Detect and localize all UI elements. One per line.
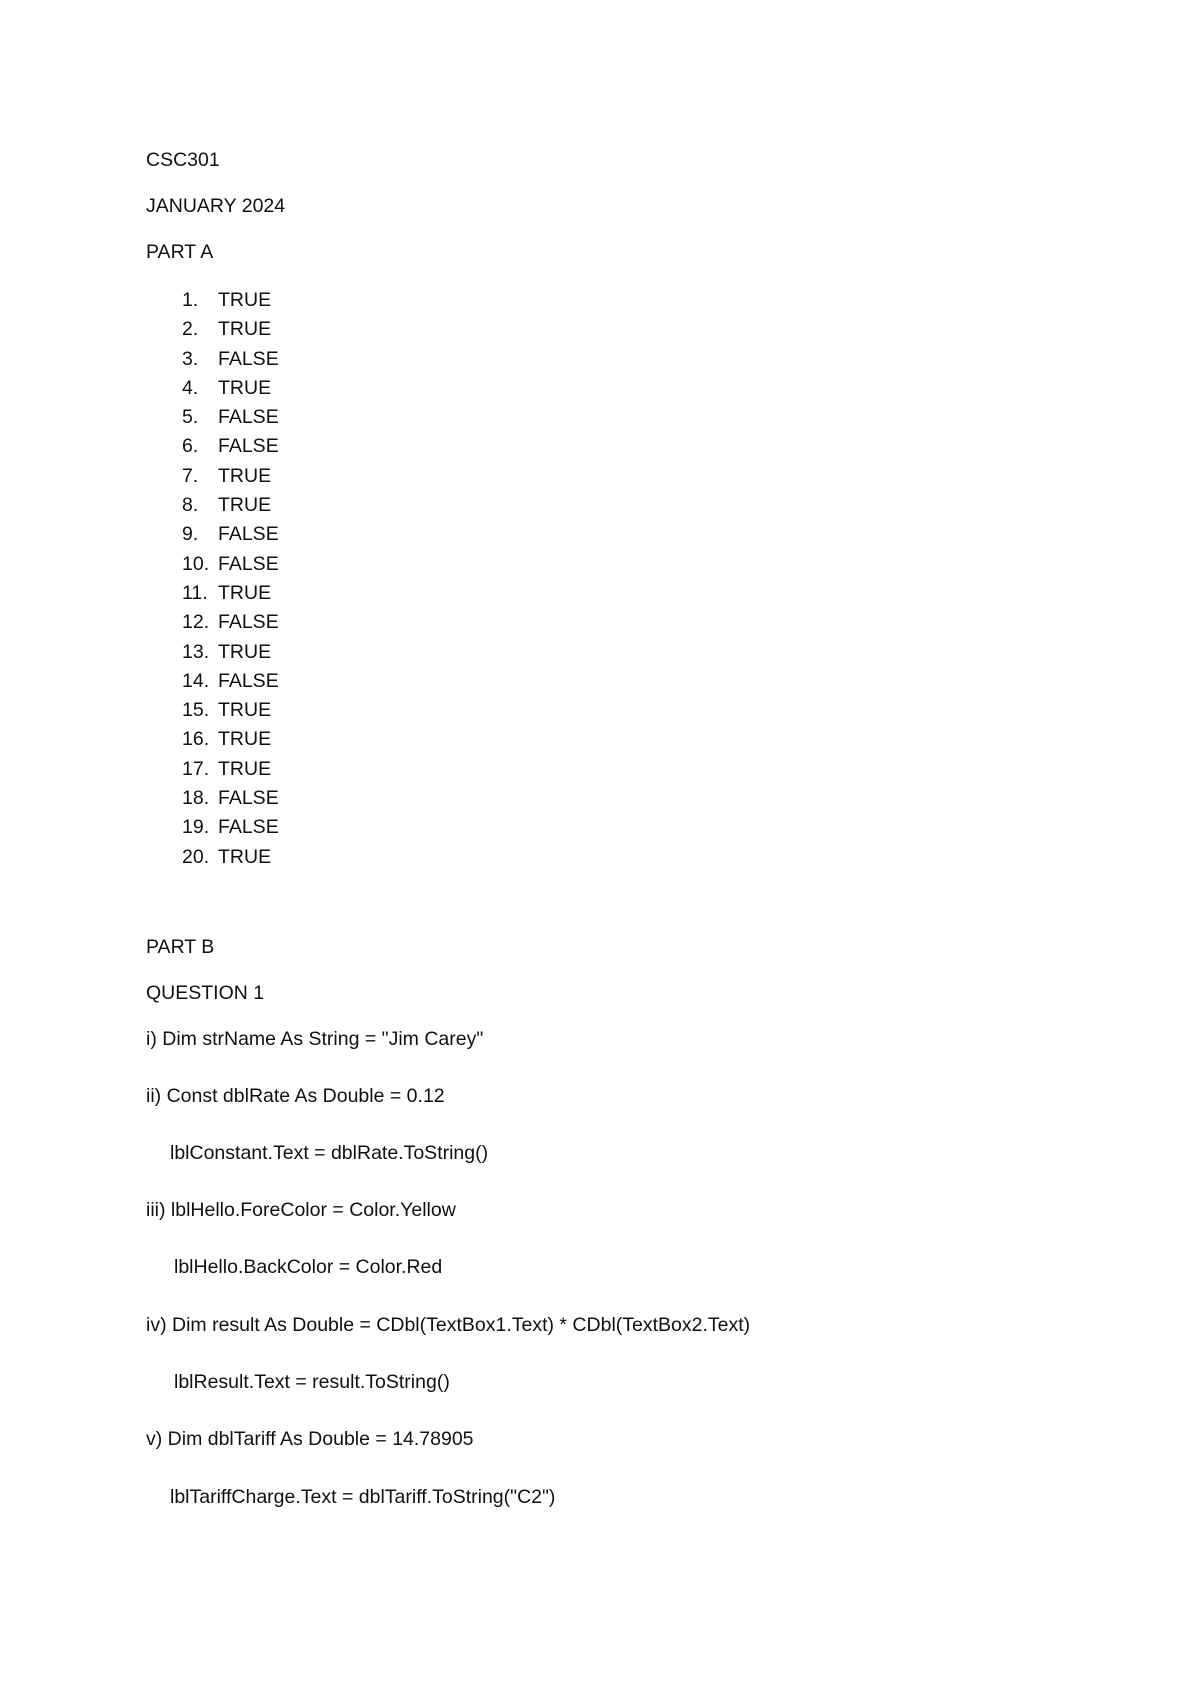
item-number: 18.: [182, 787, 210, 810]
item-number: 7.: [182, 464, 199, 487]
list-item: [182, 667, 279, 696]
list-item: [182, 725, 279, 754]
list-item: [182, 374, 279, 403]
code-line-ii: ii) Const dblRate As Double = 0.12: [146, 1085, 445, 1107]
code-line-iii-cont: lblHello.BackColor = Color.Red: [174, 1256, 443, 1278]
item-number: 15.: [182, 699, 210, 722]
item-number: 2.: [182, 318, 199, 341]
item-answer: TRUE: [218, 494, 272, 517]
item-answer: TRUE: [218, 699, 272, 722]
code-line-ii-cont: lblConstant.Text = dblRate.ToString(): [170, 1142, 489, 1164]
item-number: 4.: [182, 376, 199, 399]
item-number: 11.: [182, 581, 208, 604]
item-number: 17.: [182, 757, 210, 780]
list-item: [182, 520, 279, 549]
item-answer: FALSE: [218, 787, 279, 810]
item-answer: TRUE: [218, 640, 272, 663]
item-number: 9.: [182, 523, 199, 546]
item-number: 5.: [182, 406, 199, 429]
item-number: 20.: [182, 845, 210, 868]
item-number: 10.: [182, 552, 210, 575]
item-answer: FALSE: [218, 347, 279, 370]
part-a-heading: PART A: [146, 241, 214, 263]
list-item: [182, 315, 279, 344]
item-number: 6.: [182, 435, 199, 458]
item-answer: FALSE: [218, 816, 279, 839]
item-answer: FALSE: [218, 669, 279, 692]
list-item: [182, 755, 279, 784]
item-answer: TRUE: [218, 289, 272, 311]
item-answer: FALSE: [218, 611, 279, 634]
list-item: [182, 491, 279, 520]
list-item: [182, 345, 279, 374]
part-a-answer-list: [182, 286, 279, 872]
item-number: 14.: [182, 669, 210, 692]
code-line-v: v) Dim dblTariff As Double = 14.78905: [146, 1428, 474, 1450]
list-item: [182, 550, 279, 579]
item-answer: TRUE: [218, 728, 272, 751]
list-item: [182, 843, 279, 872]
code-line-iv: iv) Dim result As Double = CDbl(TextBox1.Text) * CDbl(TextBox2.Text): [146, 1314, 751, 1336]
item-number: 12.: [182, 611, 210, 634]
code-line-iii: iii) lblHello.ForeColor = Color.Yellow: [146, 1199, 456, 1221]
list-item: [182, 462, 279, 491]
list-item: [182, 813, 279, 842]
course-code: CSC301: [146, 149, 220, 171]
list-item: [182, 579, 279, 608]
item-answer: TRUE: [218, 581, 272, 604]
item-answer: TRUE: [218, 318, 272, 341]
item-answer: TRUE: [218, 464, 272, 487]
exam-date: JANUARY 2024: [146, 195, 286, 217]
item-number: 16.: [182, 728, 210, 751]
item-answer: FALSE: [218, 523, 279, 546]
item-answer: FALSE: [218, 406, 279, 429]
list-item: [182, 432, 279, 461]
item-answer: FALSE: [218, 552, 279, 575]
code-line-i: i) Dim strName As String = "Jim Carey": [146, 1028, 484, 1050]
item-number: 8.: [182, 494, 199, 517]
list-item: [182, 696, 279, 725]
part-b-heading: PART B: [146, 936, 215, 958]
list-item: [182, 403, 279, 432]
list-item: [182, 784, 279, 813]
item-answer: TRUE: [218, 845, 272, 868]
list-item: [182, 286, 279, 315]
question-1-heading: QUESTION 1: [146, 982, 265, 1004]
code-line-iv-cont: lblResult.Text = result.ToString(): [174, 1371, 450, 1393]
list-item: [182, 608, 279, 637]
code-line-v-cont: lblTariffCharge.Text = dblTariff.ToString("C2"): [170, 1486, 556, 1508]
list-item: [182, 638, 279, 667]
item-number: 3.: [182, 347, 199, 370]
item-number: 19.: [182, 816, 210, 839]
item-answer: TRUE: [218, 757, 272, 780]
item-answer: FALSE: [218, 435, 279, 458]
item-answer: TRUE: [218, 376, 272, 399]
item-number: 13.: [182, 640, 210, 663]
item-number: 1.: [182, 289, 199, 311]
